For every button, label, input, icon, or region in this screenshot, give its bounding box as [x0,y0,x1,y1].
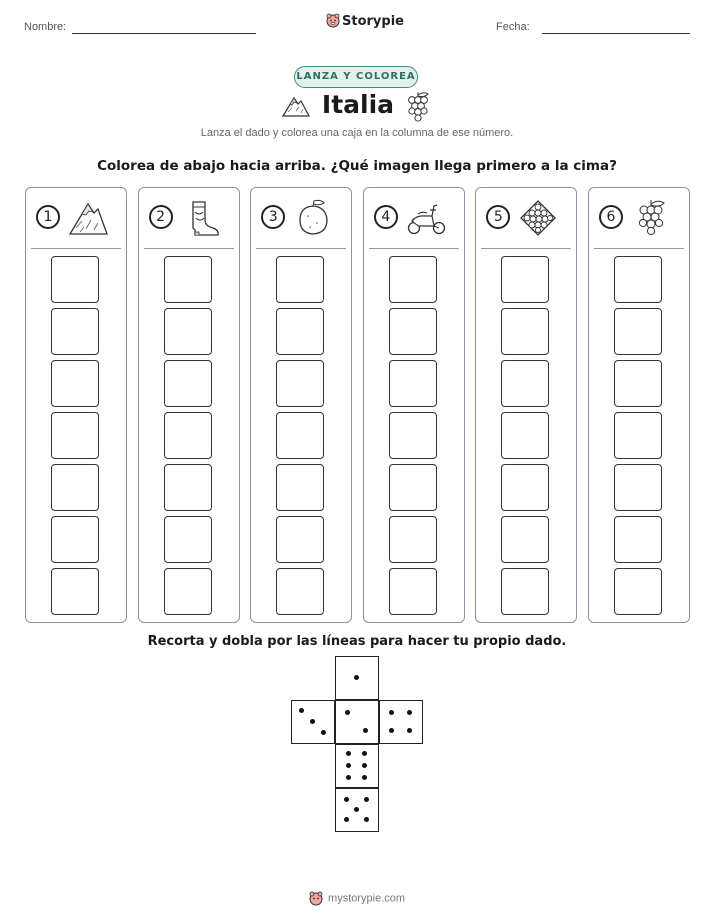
date-line[interactable] [542,33,690,34]
color-box[interactable] [164,256,212,303]
column-number: 3 [261,205,285,229]
dice-face-6 [335,744,379,788]
storypie-logo-icon [309,891,323,907]
color-box[interactable] [51,568,99,615]
column-divider [481,248,571,249]
color-box[interactable] [51,516,99,563]
dice-pip [345,710,350,715]
color-box[interactable] [614,464,662,511]
column-3 [250,187,352,623]
color-box[interactable] [614,412,662,459]
dice-instruction: Recorta y dobla por las líneas para hacer tu propio dado. [147,634,567,649]
footer [0,888,714,907]
color-box[interactable] [164,568,212,615]
color-box[interactable] [164,516,212,563]
dice-pip [346,751,351,756]
dice-pip [389,710,394,715]
dice-pip [363,728,368,733]
dice-pip [310,719,315,724]
dice-face-4 [379,700,423,744]
color-box[interactable] [389,360,437,407]
column-6 [588,187,690,623]
dice-pip [321,730,326,735]
color-box[interactable] [276,568,324,615]
column-divider [369,248,459,249]
dice-pip [354,675,359,680]
dice-pip [362,751,367,756]
dice-pip [407,728,412,733]
color-box[interactable] [614,308,662,355]
dice-pip [364,797,369,802]
name-line[interactable] [72,33,256,34]
dice-pip [407,710,412,715]
column-1 [25,187,127,623]
grapes-icon [631,198,671,238]
color-box[interactable] [164,412,212,459]
dice-face-5 [335,788,379,832]
column-divider [144,248,234,249]
color-box[interactable] [614,568,662,615]
footer-url: mystorypie.com [328,892,406,905]
instruction-text: Colorea de abajo hacia arriba. ¿Qué imagen llega primero a la cima? [97,158,617,174]
color-box[interactable] [276,256,324,303]
color-box[interactable] [389,308,437,355]
subtitle: Lanza el dado y colorea una caja en la columna de ese número. [200,127,514,139]
dice-face-3 [291,700,335,744]
dice-pip [354,807,359,812]
scooter-icon [406,198,446,238]
column-divider [594,248,684,249]
dice-pip [344,797,349,802]
color-box[interactable] [501,568,549,615]
dice-pip [344,817,349,822]
column-number: 1 [36,205,60,229]
color-box[interactable] [276,516,324,563]
dice-pip [364,817,369,822]
color-box[interactable] [389,256,437,303]
dice-pip [346,775,351,780]
column-number: 4 [374,205,398,229]
date-label: Fecha: [496,21,530,33]
color-box[interactable] [389,412,437,459]
name-label: Nombre: [24,21,67,33]
color-box[interactable] [164,308,212,355]
column-number: 2 [149,205,173,229]
color-box[interactable] [51,308,99,355]
color-box[interactable] [164,464,212,511]
column-number: 5 [486,205,510,229]
lemon-icon [293,198,333,238]
color-box[interactable] [389,464,437,511]
color-box[interactable] [614,516,662,563]
column-number: 6 [599,205,623,229]
color-box[interactable] [389,568,437,615]
page-title: Italia [321,90,395,119]
dice-pip [362,775,367,780]
column-4 [363,187,465,623]
color-box[interactable] [501,360,549,407]
color-box[interactable] [614,256,662,303]
color-box[interactable] [501,464,549,511]
mountain-icon [281,94,311,118]
activity-badge: LANZA Y COLOREA [294,66,418,88]
color-box[interactable] [276,412,324,459]
column-divider [256,248,346,249]
grapes-icon [404,90,432,122]
color-box[interactable] [51,464,99,511]
column-5 [475,187,577,623]
cobblestone-icon [518,198,558,238]
color-box[interactable] [51,360,99,407]
column-2 [138,187,240,623]
storypie-logo-icon [326,13,340,29]
dice-face-2 [335,700,379,744]
color-box[interactable] [614,360,662,407]
dice-pip [362,763,367,768]
dice-face-1 [335,656,379,700]
color-box[interactable] [51,256,99,303]
color-box[interactable] [164,360,212,407]
column-divider [31,248,121,249]
color-box[interactable] [276,308,324,355]
dice-pip [299,708,304,713]
color-box[interactable] [501,412,549,459]
mountain-icon [68,198,108,238]
dice-pip [346,763,351,768]
color-box[interactable] [501,516,549,563]
dice-pip [389,728,394,733]
brand-name: Storypie [342,14,404,29]
color-box[interactable] [389,516,437,563]
color-box[interactable] [501,308,549,355]
cowboy-boot-icon [181,198,221,238]
color-box[interactable] [276,360,324,407]
color-box[interactable] [501,256,549,303]
color-box[interactable] [276,464,324,511]
color-box[interactable] [51,412,99,459]
